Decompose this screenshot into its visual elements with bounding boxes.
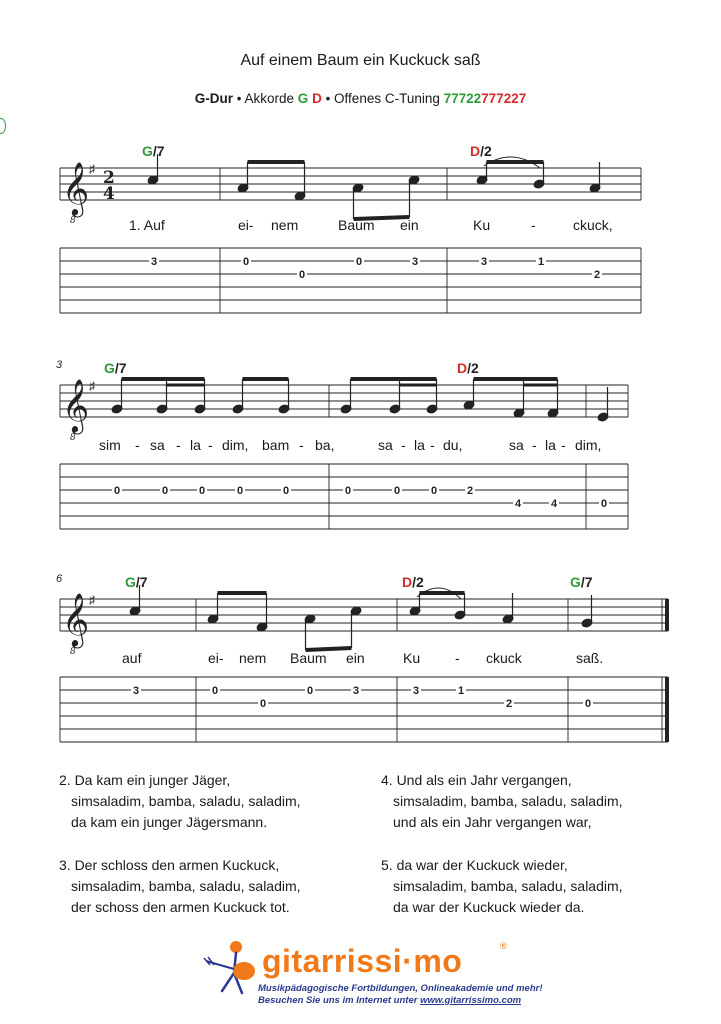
website-line <box>258 995 521 1006</box>
verse-line: 2. Da kam ein junger Jäger, <box>59 772 231 788</box>
svg-text:0: 0 <box>198 485 206 497</box>
svg-text:8: 8 <box>70 216 76 226</box>
margin-mark <box>0 118 6 134</box>
svg-text:ei-: ei- <box>208 650 224 666</box>
svg-text:1: 1 <box>537 256 545 268</box>
svg-text:0: 0 <box>161 485 169 497</box>
svg-text:1: 1 <box>457 685 465 697</box>
chord-symbol <box>142 143 492 159</box>
svg-text:ba,: ba, <box>315 437 335 453</box>
svg-text:0: 0 <box>113 485 121 497</box>
svg-text:la: la <box>414 437 425 453</box>
svg-text:G/7: G/7 <box>125 574 148 590</box>
verse-line: 5. da war der Kuckuck wieder, <box>381 857 568 873</box>
time-signature <box>103 168 115 204</box>
svg-text:nem: nem <box>271 217 299 233</box>
svg-text:D/2: D/2 <box>402 574 424 590</box>
svg-text:-: - <box>455 650 460 666</box>
svg-text:0: 0 <box>355 256 363 268</box>
svg-text:sim: sim <box>99 437 121 453</box>
music-system-2 <box>0 352 721 532</box>
svg-text:-: - <box>176 437 181 453</box>
svg-text:la: la <box>545 437 556 453</box>
svg-text:D/2: D/2 <box>470 143 492 159</box>
svg-text:ei-: ei- <box>238 217 254 233</box>
verse-line: da kam ein junger Jägersmann. <box>71 814 268 830</box>
svg-text:8: 8 <box>70 433 76 443</box>
verse-line: simsaladim, bamba, saladu, saladim, <box>71 793 301 809</box>
svg-text:0: 0 <box>236 485 244 497</box>
svg-text:G/7: G/7 <box>104 360 127 376</box>
tab-numbers <box>112 484 609 510</box>
svg-text:-: - <box>532 437 537 453</box>
lyrics <box>99 437 601 453</box>
separator: • <box>233 91 245 106</box>
chord-symbol <box>104 360 479 376</box>
svg-text:2: 2 <box>103 168 115 188</box>
svg-text:nem: nem <box>239 650 267 666</box>
svg-text:𝄞: 𝄞 <box>62 161 90 215</box>
svg-text:0: 0 <box>430 485 438 497</box>
notes <box>129 585 593 650</box>
song-title: Auf einem Baum ein Kuckuck saß <box>240 52 481 69</box>
tuning-green: 77722 <box>443 91 482 106</box>
svg-text:ckuck,: ckuck, <box>573 217 613 233</box>
measure-number: 3 <box>56 359 63 371</box>
svg-text:3: 3 <box>480 256 488 268</box>
gitarrissimo-logo[interactable] <box>200 937 543 1017</box>
svg-text:G/7: G/7 <box>570 574 593 590</box>
svg-text:0: 0 <box>344 485 352 497</box>
svg-text:0: 0 <box>584 698 592 710</box>
verse-line: der schoss den armen Kuckuck tot. <box>71 899 290 915</box>
guitarist-figure-icon <box>200 939 262 999</box>
key-signature-sharp: ♯ <box>89 593 95 607</box>
music-system-1 <box>0 135 721 315</box>
verse-3 <box>59 855 301 918</box>
svg-text:ein: ein <box>346 650 365 666</box>
svg-text:3: 3 <box>411 256 419 268</box>
svg-text:0: 0 <box>298 269 306 281</box>
svg-text:sa: sa <box>378 437 393 453</box>
svg-text:-: - <box>208 437 213 453</box>
svg-text:3: 3 <box>352 685 360 697</box>
svg-text:0: 0 <box>306 685 314 697</box>
svg-text:3: 3 <box>150 256 158 268</box>
treble-clef-icon <box>62 592 89 657</box>
verse-line: da war der Kuckuck wieder da. <box>393 899 585 915</box>
svg-text:0: 0 <box>211 685 219 697</box>
key-label: G-Dur <box>194 91 233 106</box>
svg-text:2: 2 <box>505 698 513 710</box>
svg-text:-: - <box>531 217 536 233</box>
svg-text:dim,: dim, <box>222 437 249 453</box>
tuning-red: 777227 <box>481 91 527 106</box>
svg-text:bam: bam <box>262 437 290 453</box>
separator: • <box>321 91 335 106</box>
lyrics <box>122 650 603 666</box>
svg-text:1. Auf: 1. Auf <box>129 217 165 233</box>
treble-clef-icon <box>62 161 89 226</box>
treble-clef-icon <box>62 378 89 443</box>
music-system-3 <box>0 566 721 746</box>
svg-text:dim,: dim, <box>575 437 602 453</box>
lyrics <box>129 217 613 233</box>
svg-text:-: - <box>401 437 406 453</box>
verse-line: simsaladim, bamba, saladu, saladim, <box>71 878 301 894</box>
svg-text:auf: auf <box>122 650 142 666</box>
key-signature-sharp: ♯ <box>89 379 95 393</box>
svg-text:2: 2 <box>466 485 474 497</box>
verse-2 <box>59 770 301 833</box>
tuning-label: Offenes C-Tuning <box>334 91 440 106</box>
tab-numbers <box>149 255 602 281</box>
svg-text:0: 0 <box>242 256 250 268</box>
verse-4 <box>381 770 623 833</box>
svg-text:G/7: G/7 <box>142 143 165 159</box>
svg-text:𝄞: 𝄞 <box>62 378 90 432</box>
svg-text:Baum: Baum <box>338 217 375 233</box>
svg-text:-: - <box>561 437 566 453</box>
svg-text:0: 0 <box>600 498 608 510</box>
svg-text:-: - <box>135 437 140 453</box>
svg-text:sa: sa <box>150 437 165 453</box>
svg-text:0: 0 <box>282 485 290 497</box>
svg-text:0: 0 <box>393 485 401 497</box>
chord-d: D <box>312 91 322 106</box>
svg-text:saß.: saß. <box>576 650 604 666</box>
chords-label: Akkorde <box>244 91 295 106</box>
svg-text:ein: ein <box>400 217 419 233</box>
svg-text:la: la <box>190 437 201 453</box>
tagline: Musikpädagogische Fortbildungen, Onlineakademie und mehr! <box>258 983 543 994</box>
svg-text:0: 0 <box>259 698 267 710</box>
registered-mark: ® <box>500 941 507 951</box>
notes <box>111 379 609 422</box>
svg-text:4: 4 <box>514 498 522 510</box>
svg-text:D/2: D/2 <box>457 360 479 376</box>
key-signature-sharp: ♯ <box>89 162 95 176</box>
verse-line: simsaladim, bamba, saladu, saladim, <box>393 793 623 809</box>
verse-line: 4. Und als ein Jahr vergangen, <box>381 772 572 788</box>
svg-text:2: 2 <box>593 269 601 281</box>
song-subtitle <box>0 91 721 106</box>
svg-text:-: - <box>299 437 304 453</box>
website-prefix: Besuchen Sie uns im Internet unter <box>258 995 421 1006</box>
svg-text:3: 3 <box>412 685 420 697</box>
chord-symbol <box>125 574 593 590</box>
website-link[interactable]: www.gitarrissimo.com <box>420 995 522 1006</box>
svg-text:𝄞: 𝄞 <box>62 592 90 646</box>
verse-line: und als ein Jahr vergangen war, <box>393 814 592 830</box>
svg-text:du,: du, <box>443 437 463 453</box>
verse-line: simsaladim, bamba, saladu, saladim, <box>393 878 623 894</box>
verse-line: 3. Der schloss den armen Kuckuck, <box>59 857 280 873</box>
svg-text:ckuck: ckuck <box>486 650 522 666</box>
chord-g: G <box>297 91 309 106</box>
svg-text:Ku: Ku <box>403 650 421 666</box>
svg-text:8: 8 <box>70 647 76 657</box>
brand-name: gitarrissi·mo <box>262 943 463 979</box>
svg-text:-: - <box>430 437 435 453</box>
verse-5 <box>381 855 623 918</box>
measure-number: 6 <box>56 573 63 585</box>
svg-text:Ku: Ku <box>473 217 491 233</box>
tab-numbers <box>131 684 593 710</box>
notes <box>147 154 601 219</box>
svg-text:sa: sa <box>509 437 524 453</box>
svg-text:3: 3 <box>132 685 140 697</box>
svg-text:4: 4 <box>103 184 115 204</box>
svg-text:Baum: Baum <box>290 650 327 666</box>
svg-text:4: 4 <box>550 498 558 510</box>
